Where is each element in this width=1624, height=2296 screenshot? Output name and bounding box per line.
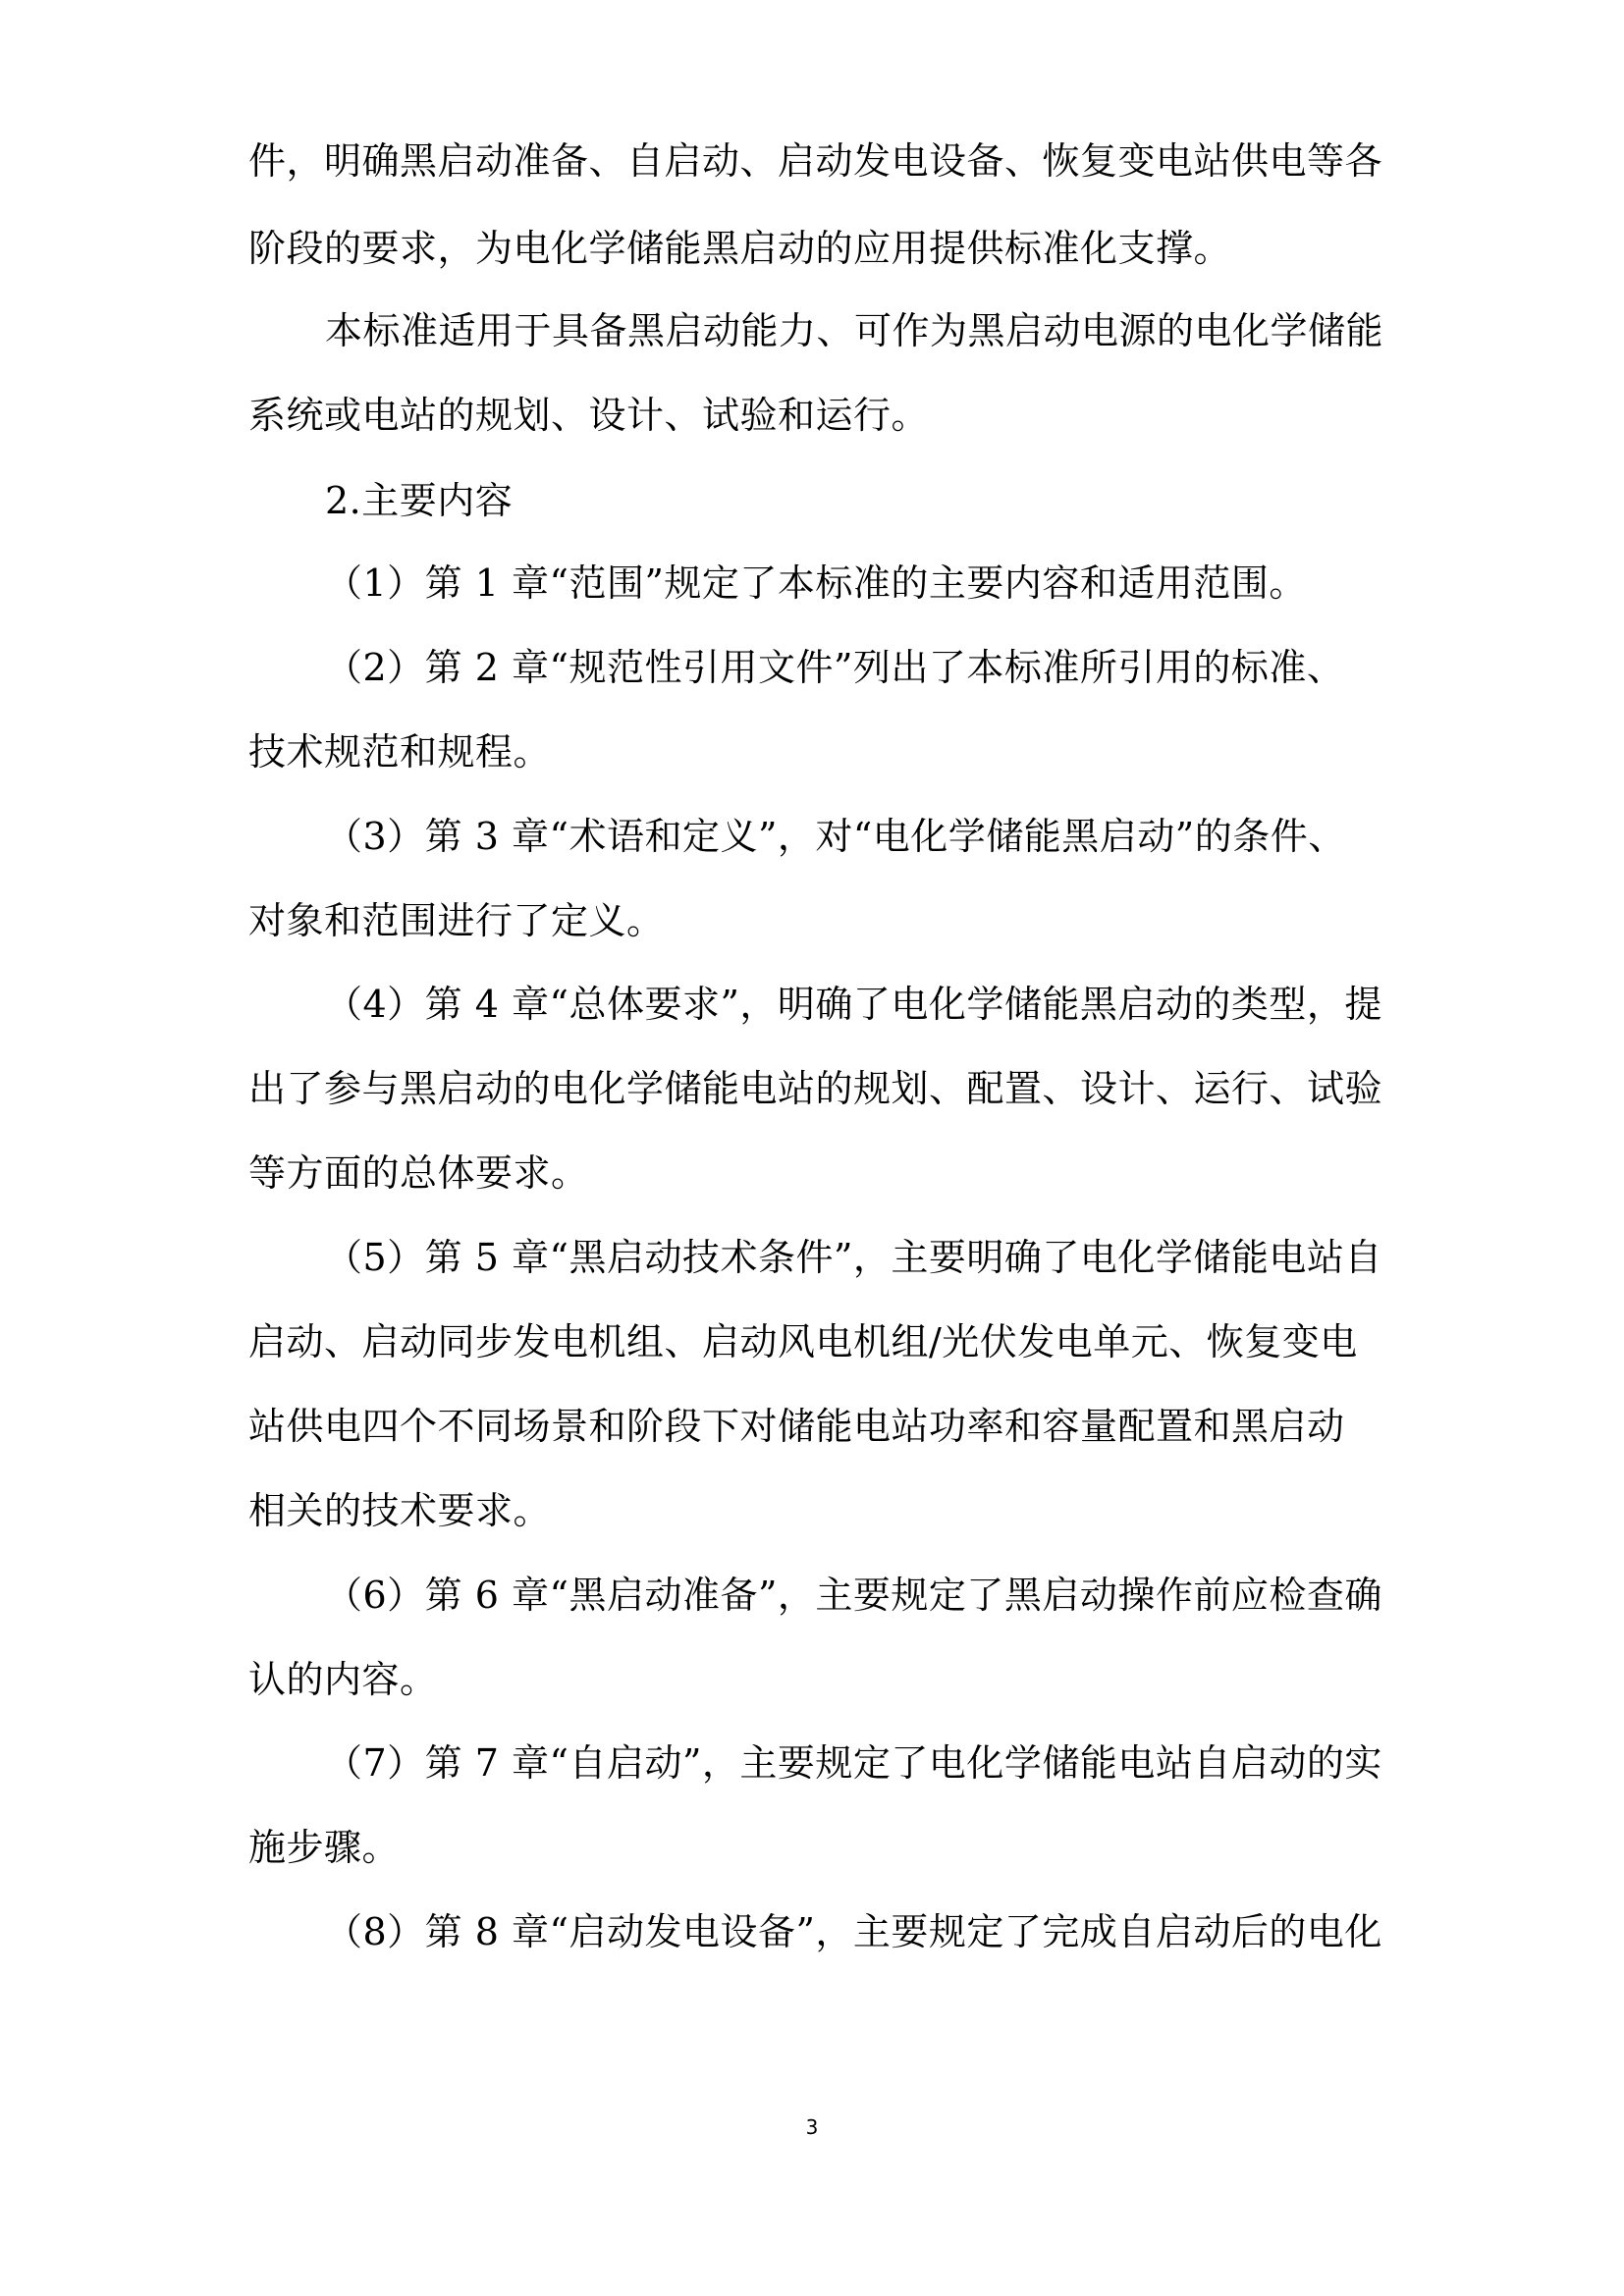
text-line: 对象和范围进行了定义。 [248, 899, 665, 942]
text-line: 技术规范和规程。 [248, 730, 552, 774]
text-line: 启动、启动同步发电机组、启动风电机组/光伏发电单元、恢复变电 [248, 1320, 1358, 1363]
text-line: （3）第 3 章“术语和定义”，对“电化学储能黑启动”的条件、 [325, 815, 1346, 858]
text-line: （4）第 4 章“总体要求”，明确了电化学储能黑启动的类型，提 [325, 983, 1382, 1026]
text-line: （2）第 2 章“规范性引用文件”列出了本标准所引用的标准、 [325, 646, 1345, 689]
text-line: 本标准适用于具备黑启动能力、可作为黑启动电源的电化学储能 [325, 309, 1384, 352]
text-line: （1）第 1 章“范围”规定了本标准的主要内容和适用范围。 [325, 561, 1307, 605]
page-number: 3 [805, 2115, 819, 2139]
text-line: 站供电四个不同场景和阶段下对储能电站功率和容量配置和黑启动 [248, 1405, 1345, 1448]
text-line: （5）第 5 章“黑启动技术条件”，主要明确了电化学储能电站自 [325, 1236, 1382, 1279]
text-line: 施步骤。 [248, 1826, 401, 1869]
text-line: （8）第 8 章“启动发电设备”，主要规定了完成自启动后的电化 [325, 1910, 1382, 1953]
text-line: 出了参与黑启动的电化学储能电站的规划、配置、设计、运行、试验 [248, 1067, 1383, 1110]
text-line: （6）第 6 章“黑启动准备”，主要规定了黑启动操作前应检查确 [325, 1574, 1382, 1617]
section-heading: 2.主要内容 [325, 479, 514, 522]
text-line: 阶段的要求，为电化学储能黑启动的应用提供标准化支撑。 [248, 227, 1232, 270]
text-line: 件，明确黑启动准备、自启动、启动发电设备、恢复变电站供电等各 [248, 139, 1383, 183]
text-line: 认的内容。 [248, 1658, 438, 1701]
text-line: 相关的技术要求。 [248, 1489, 552, 1532]
text-line: 系统或电站的规划、设计、试验和运行。 [248, 394, 930, 437]
text-line: （7）第 7 章“自启动”，主要规定了电化学储能电站自启动的实 [325, 1741, 1382, 1785]
text-line: 等方面的总体要求。 [248, 1151, 589, 1195]
